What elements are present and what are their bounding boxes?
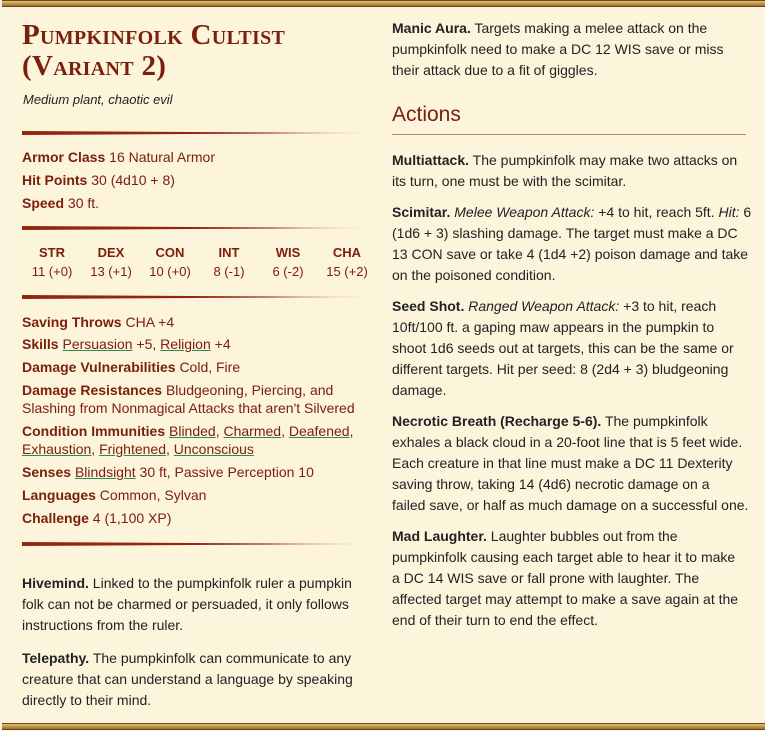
- trait-hivemind: Hivemind. Linked to the pumpkinfolk ruler a pumpkin folk can not be charmed or persuaded, it only follows instructions from the ruler.: [22, 575, 352, 633]
- skill-link-religion[interactable]: Religion: [160, 336, 211, 352]
- saving-throws: Saving Throws CHA +4: [22, 314, 175, 330]
- action-multiattack: Multiattack. The pumpkinfolk may make two attacks on its turn, one must be with the scimitar.: [392, 152, 738, 189]
- ability-cha: CHA 15 (+2): [326, 245, 368, 279]
- damage-resistances-cont: Slashing from Nonmagical Attacks that aren't Silvered: [22, 400, 355, 416]
- condition-link-exhaustion[interactable]: Exhaustion: [22, 441, 92, 457]
- ability-dex: DEX 13 (+1): [90, 245, 132, 279]
- condition-immunities: Condition Immunities Blinded, Charmed, Deafened,: [22, 423, 354, 439]
- condition-link-frightened[interactable]: Frightened: [99, 441, 166, 457]
- condition-link-blinded[interactable]: Blinded: [169, 423, 216, 439]
- condition-immunities-cont: Exhaustion, Frightened, Unconscious: [22, 441, 254, 457]
- senses: Senses Blindsight 30 ft, Passive Perception 10: [22, 464, 314, 480]
- action-seed-shot: Seed Shot. Ranged Weapon Attack: +3 to hit, reach 10ft/100 ft. a gaping maw appears in the pumpkin to shoot 1d6 seeds out at targets, this can be the same or different targets. Hit per seed: 8 (2d4 + 3) bludgeoning damage.: [392, 298, 734, 398]
- action-scimitar: Scimitar. Melee Weapon Attack: +4 to hit, reach 5ft. Hit: 6 (1d6 + 3) slashing damage. The target must make a DC 13 CON save or take 4 (1d4 +2) poison damage and take on the poisoned condition.: [392, 204, 752, 283]
- ability-int: INT 8 (-1): [213, 245, 245, 279]
- speed: Speed 30 ft.: [22, 195, 100, 211]
- trait-manic-aura: Manic Aura. Targets making a melee attack on the pumpkinfolk need to make a DC 12 WIS save or miss their attack due to a fit of giggles.: [392, 20, 724, 78]
- creature-meta: Medium plant, chaotic evil: [23, 92, 173, 107]
- condition-link-charmed[interactable]: Charmed: [223, 423, 282, 439]
- action-necrotic-breath: Necrotic Breath (Recharge 5-6). The pumpkinfolk exhales a black cloud in a 20-foot line that is 5 feet wide. Each creature in that line must make a DC 11 Dexterity saving throw, taking 14 (4d6) necrotic damage on a failed save, or half as much damage on a successful one.: [392, 413, 749, 513]
- stat-block: [2, 0, 762, 731]
- divider: [22, 295, 374, 299]
- ability-con: CON 10 (+0): [149, 245, 191, 279]
- armor-class: Armor Class 16 Natural Armor: [22, 149, 215, 165]
- hit-points: Hit Points 30 (4d10 + 8): [22, 172, 175, 188]
- bottom-border: [2, 723, 765, 730]
- skills: Skills Persuasion +5, Religion +4: [22, 336, 231, 352]
- top-border: [2, 0, 765, 7]
- actions-divider: [392, 134, 746, 135]
- damage-resistances: Damage Resistances Bludgeoning, Piercing, and: [22, 382, 334, 398]
- condition-link-deafened[interactable]: Deafened: [288, 423, 350, 439]
- action-mad-laughter: Mad Laughter. Laughter bubbles out from the pumpkinfolk causing each target able to hear it to make a DC 14 WIS save or fall prone with laughter. The affected target may attempt to make a save again at the end of their turn to end the effect.: [392, 528, 739, 628]
- damage-vulnerabilities: Damage Vulnerabilities Cold, Fire: [22, 359, 241, 375]
- ability-wis: WIS 6 (-2): [272, 245, 304, 279]
- condition-link-unconscious[interactable]: Unconscious: [173, 441, 254, 457]
- actions-heading: Actions: [392, 103, 461, 126]
- ability-str: STR 11 (+0): [31, 245, 73, 279]
- creature-name: Pumpkinfolk Cultist (Variant 2): [22, 19, 286, 82]
- skill-link-persuasion[interactable]: Persuasion: [62, 336, 133, 352]
- sense-link-blindsight[interactable]: Blindsight: [74, 464, 136, 480]
- languages: Languages Common, Sylvan: [22, 487, 207, 503]
- trait-telepathy: Telepathy. The pumpkinfolk can communicate to any creature that can understand a language by speaking directly to their mind.: [22, 650, 353, 708]
- divider: [22, 542, 374, 546]
- divider: [22, 226, 374, 230]
- challenge: Challenge 4 (1,100 XP): [22, 510, 172, 526]
- divider: [22, 131, 374, 135]
